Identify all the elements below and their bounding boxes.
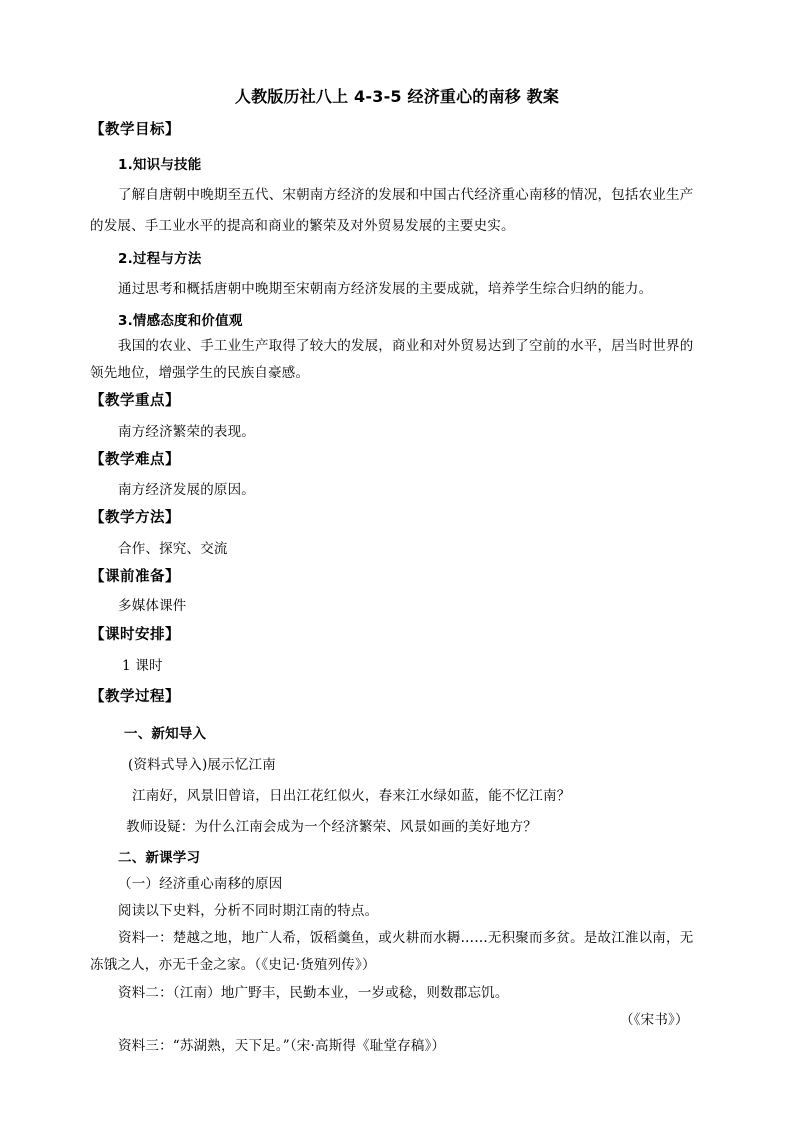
attitude-text-line1: 我国的农业、手工业生产取得了较大的发展，商业和对外贸易达到了空前的水平，居当时世界的	[118, 338, 694, 354]
knowledge-text-line2: 的发展、手工业水平的提高和商业的繁荣及对外贸易发展的主要史实。	[90, 218, 515, 234]
intro-question: 教师设疑：为什么江南会成为一个经济繁荣、风景如画的美好地方？	[126, 819, 537, 835]
source1-line2: 冻饿之人，亦无千金之家。（《史记·货殖列传》）	[90, 957, 376, 973]
source2-citation: （《宋书》）	[620, 1012, 689, 1028]
key-point-text: 南方经济繁荣的表现。	[118, 424, 255, 440]
knowledge-heading: 1.知识与技能	[118, 157, 202, 173]
attitude-text-line2: 领先地位，增强学生的民族自豪感。	[90, 365, 310, 381]
process-method-text: 通过思考和概括唐朝中晚期至宋朝南方经济发展的主要成就，培养学生综合归纳的能力。	[118, 281, 653, 297]
objectives-heading: 【教学目标】	[90, 122, 180, 138]
document-title: 人教版历社八上 4-3-5 经济重心的南移 教案	[234, 87, 560, 106]
preparation-heading: 【课前准备】	[90, 569, 180, 585]
intro-poem: 江南好，风景旧曾谙，日出江花红似火，春来江水绿如蓝，能不忆江南？	[132, 788, 571, 804]
intro-line1: (资料式导入)展示忆江南	[128, 757, 276, 773]
intro-heading: 一、新知导入	[124, 726, 207, 742]
read-prompt: 阅读以下史料，分析不同时期江南的特点。	[118, 903, 379, 919]
process-method-heading: 2.过程与方法	[118, 251, 202, 267]
source2-text: 资料二：（江南）地广野丰，民勤本业，一岁或稔，则数郡忘饥。	[118, 985, 509, 1001]
process-heading: 【教学过程】	[90, 689, 180, 705]
part1-heading: （一）经济重心南移的原因	[118, 876, 283, 892]
key-point-heading: 【教学重点】	[90, 393, 180, 409]
method-text: 合作、探究、交流	[118, 541, 228, 557]
new-lesson-heading: 二、新课学习	[118, 850, 201, 866]
source3-text: 资料三：“苏湖熟，天下足。”（宋·高斯得《耻堂存稿》）	[118, 1038, 446, 1054]
attitude-heading: 3.情感态度和价值观	[118, 313, 243, 329]
schedule-text: 1 课时	[122, 658, 163, 674]
method-heading: 【教学方法】	[90, 510, 180, 526]
preparation-text: 多媒体课件	[118, 598, 187, 614]
difficulty-heading: 【教学难点】	[90, 452, 180, 468]
difficulty-text: 南方经济发展的原因。	[118, 482, 255, 498]
schedule-heading: 【课时安排】	[90, 627, 180, 643]
source1-line1: 资料一：楚越之地，地广人希，饭稻羹鱼，或火耕而水耨……无积聚而多贫。是故江淮以南，无	[118, 930, 694, 946]
knowledge-text-line1: 了解自唐朝中晚期至五代、宋朝南方经济的发展和中国古代经济重心南移的情况，包括农业生产	[118, 187, 694, 203]
